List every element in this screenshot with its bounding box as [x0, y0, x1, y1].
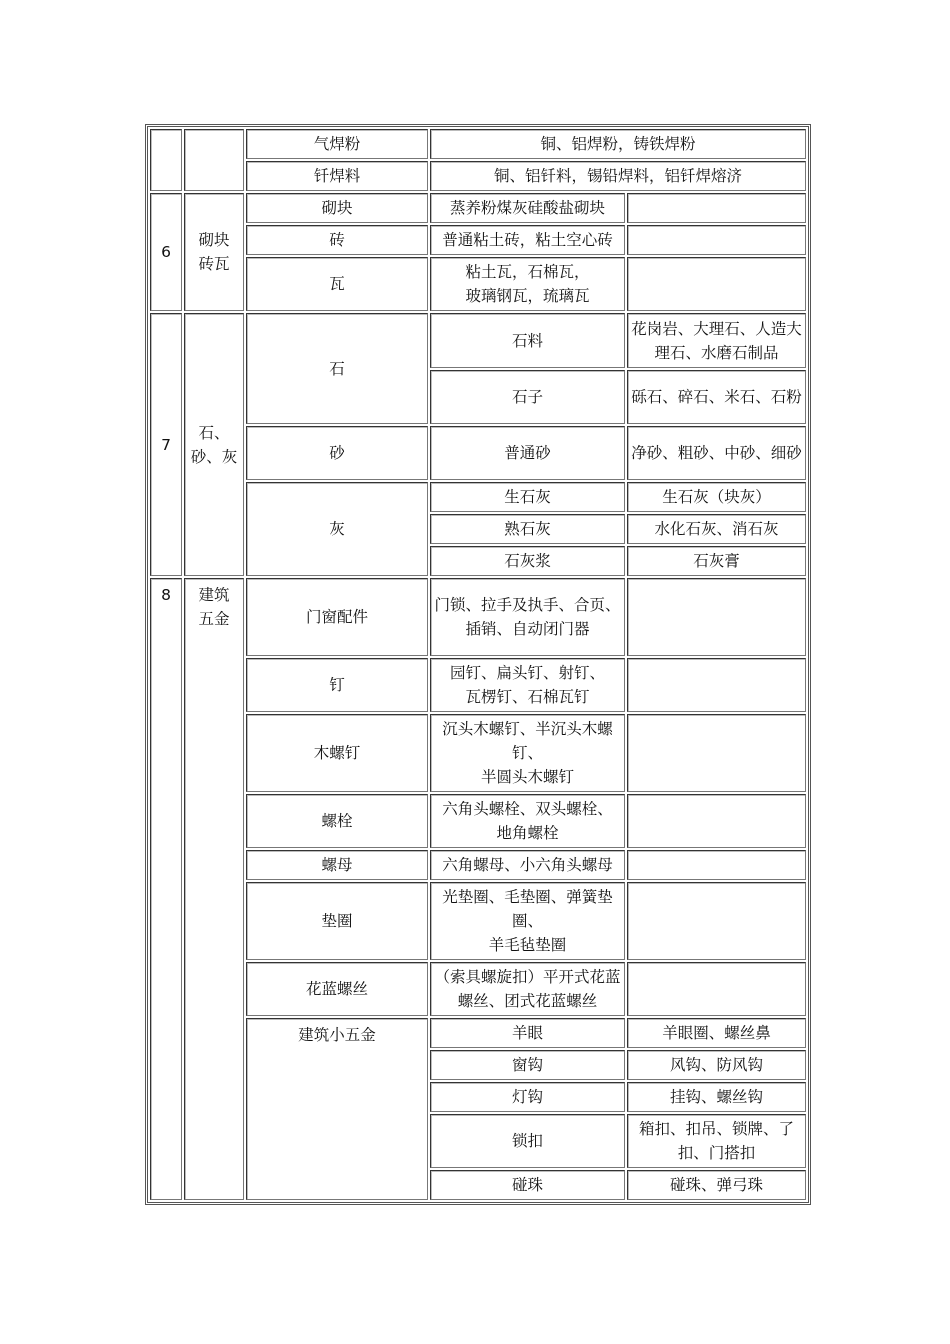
item-cell	[430, 193, 625, 223]
item-line: （索具螺旋扣）平开式花蓝螺丝、团式花蓝螺丝	[434, 968, 621, 1010]
subcategory-cell: 建筑小五金	[246, 1018, 428, 1200]
subcategory-cell: 花蓝螺丝	[246, 962, 428, 1016]
item-line: 碰珠	[511, 1176, 543, 1194]
detail-line: 水化石灰、消石灰	[654, 520, 779, 538]
item-line: 蒸养粉煤灰硅酸盐砌块	[449, 199, 605, 217]
detail-cell	[627, 546, 806, 576]
item-line: 园钉、扁头钉、射钉、	[449, 664, 605, 682]
subcategory-cell: 气焊粉	[246, 129, 428, 159]
item-cell	[430, 129, 806, 159]
item-line: 锁扣	[511, 1132, 543, 1150]
table-row	[150, 426, 806, 480]
table-row	[150, 962, 806, 1016]
item-line: 瓦楞钉、石棉瓦钉	[465, 688, 590, 706]
item-cell	[430, 962, 625, 1016]
item-line: 光垫圈、毛垫圈、弹簧垫圈、	[442, 888, 613, 930]
row-number-cell: 6	[150, 193, 182, 311]
table-row	[150, 193, 806, 223]
detail-cell	[627, 1170, 806, 1200]
item-line: 石子	[511, 388, 543, 406]
detail-cell	[627, 193, 806, 223]
table-row	[150, 257, 806, 311]
detail-cell	[627, 426, 806, 480]
detail-cell	[627, 514, 806, 544]
subcategory-cell: 钎焊料	[246, 161, 428, 191]
row-number-cell: 7	[150, 313, 182, 576]
item-line: 铜、铝钎料，锡铅焊料，铝钎焊熔济	[494, 167, 743, 185]
category-line: 砖瓦	[198, 255, 230, 273]
detail-cell	[627, 1018, 806, 1048]
item-cell	[430, 313, 625, 368]
detail-line: 箱扣、扣吊、锁牌、了扣、门搭扣	[639, 1120, 795, 1162]
item-line: 灯钩	[511, 1088, 543, 1106]
item-line: 铜、铝焊粉，铸铁焊粉	[540, 135, 696, 153]
table-row	[150, 714, 806, 792]
item-cell	[430, 257, 625, 311]
category-line: 砂、灰	[190, 447, 238, 466]
detail-cell	[627, 1082, 806, 1112]
detail-line: 花岗岩、大理石、人造大理石、水磨石制品	[631, 319, 802, 362]
table-row	[150, 850, 806, 880]
detail-line: 砾石、碎石、米石、石粉	[631, 388, 802, 406]
table-row	[150, 129, 806, 159]
item-line: 玻璃钢瓦，琉璃瓦	[465, 287, 590, 305]
detail-line: 石灰膏	[693, 552, 740, 570]
category-line: 建筑	[198, 586, 230, 604]
item-line: 普通粘土砖，粘土空心砖	[442, 231, 613, 249]
subcategory-cell: 螺栓	[246, 794, 428, 848]
item-line: 熟石灰	[504, 520, 551, 538]
table-row	[150, 578, 806, 656]
subcategory-cell: 门窗配件	[246, 578, 428, 656]
category-cell	[184, 193, 244, 311]
detail-cell	[627, 578, 806, 656]
detail-line: 羊眼圈、螺丝鼻	[662, 1024, 771, 1042]
table-row	[150, 658, 806, 712]
item-cell	[430, 546, 625, 576]
item-cell	[430, 882, 625, 960]
item-line: 六角头螺栓、双头螺栓、	[442, 800, 613, 818]
category-cell	[184, 129, 244, 191]
category-line: 砌块	[198, 231, 230, 249]
subcategory-cell: 砖	[246, 225, 428, 255]
detail-cell	[627, 714, 806, 792]
detail-cell	[627, 1050, 806, 1080]
row-number-cell: 8	[150, 578, 182, 1200]
item-cell	[430, 1050, 625, 1080]
subcategory-cell: 垫圈	[246, 882, 428, 960]
item-cell	[430, 1082, 625, 1112]
detail-cell	[627, 850, 806, 880]
table-row	[150, 1018, 806, 1048]
subcategory-cell: 钉	[246, 658, 428, 712]
table-row	[150, 225, 806, 255]
detail-cell	[627, 225, 806, 255]
item-cell	[430, 850, 625, 880]
table-row	[150, 794, 806, 848]
detail-line: 风钩、防风钩	[670, 1056, 764, 1074]
subcategory-cell: 瓦	[246, 257, 428, 311]
subcategory-cell: 灰	[246, 482, 428, 576]
item-line: 沉头木螺钉、半沉头木螺钉、	[442, 720, 613, 762]
item-line: 窗钩	[511, 1056, 543, 1074]
item-line: 生石灰	[504, 488, 551, 506]
item-line: 石料	[511, 331, 543, 350]
category-cell	[184, 578, 244, 1200]
item-line: 羊眼	[511, 1024, 543, 1042]
item-line: 半圆头木螺钉	[480, 768, 574, 786]
table-row	[150, 161, 806, 191]
category-line: 石、	[198, 423, 230, 442]
detail-cell	[627, 794, 806, 848]
row-number-cell	[150, 129, 182, 191]
item-line: 羊毛毡垫圈	[488, 936, 567, 954]
detail-cell	[627, 370, 806, 424]
subcategory-cell: 砂	[246, 426, 428, 480]
table-row	[150, 313, 806, 368]
item-cell	[430, 578, 625, 656]
detail-line: 挂钩、螺丝钩	[670, 1088, 764, 1106]
item-cell	[430, 161, 806, 191]
item-line: 石灰浆	[504, 552, 551, 570]
item-line: 粘土瓦，石棉瓦，	[465, 263, 590, 281]
table-row	[150, 882, 806, 960]
item-cell	[430, 482, 625, 512]
item-cell	[430, 794, 625, 848]
category-cell	[184, 313, 244, 576]
detail-line: 碰珠、弹弓珠	[670, 1176, 764, 1194]
materials-table	[145, 124, 811, 1205]
item-cell	[430, 514, 625, 544]
item-cell	[430, 1170, 625, 1200]
item-cell	[430, 714, 625, 792]
item-line: 六角螺母、小六角头螺母	[442, 856, 613, 874]
category-line: 五金	[198, 610, 230, 628]
item-cell	[430, 370, 625, 424]
item-line: 地角螺栓	[496, 824, 559, 842]
item-cell	[430, 225, 625, 255]
item-line: 门锁、拉手及执手、合页、	[434, 596, 621, 614]
item-cell	[430, 1018, 625, 1048]
subcategory-cell: 砌块	[246, 193, 428, 223]
subcategory-cell: 石	[246, 313, 428, 424]
item-cell	[430, 658, 625, 712]
table-row	[150, 482, 806, 512]
detail-cell	[627, 482, 806, 512]
subcategory-cell: 螺母	[246, 850, 428, 880]
detail-cell	[627, 313, 806, 368]
detail-line: 生石灰（块灰）	[662, 488, 771, 506]
item-line: 普通砂	[504, 444, 551, 462]
detail-cell	[627, 658, 806, 712]
item-cell	[430, 1114, 625, 1168]
detail-cell	[627, 962, 806, 1016]
detail-cell	[627, 882, 806, 960]
subcategory-cell: 木螺钉	[246, 714, 428, 792]
item-cell	[430, 426, 625, 480]
detail-cell	[627, 257, 806, 311]
item-line: 插销、自动闭门器	[465, 620, 590, 638]
detail-cell	[627, 1114, 806, 1168]
detail-line: 净砂、粗砂、中砂、细砂	[631, 444, 802, 462]
